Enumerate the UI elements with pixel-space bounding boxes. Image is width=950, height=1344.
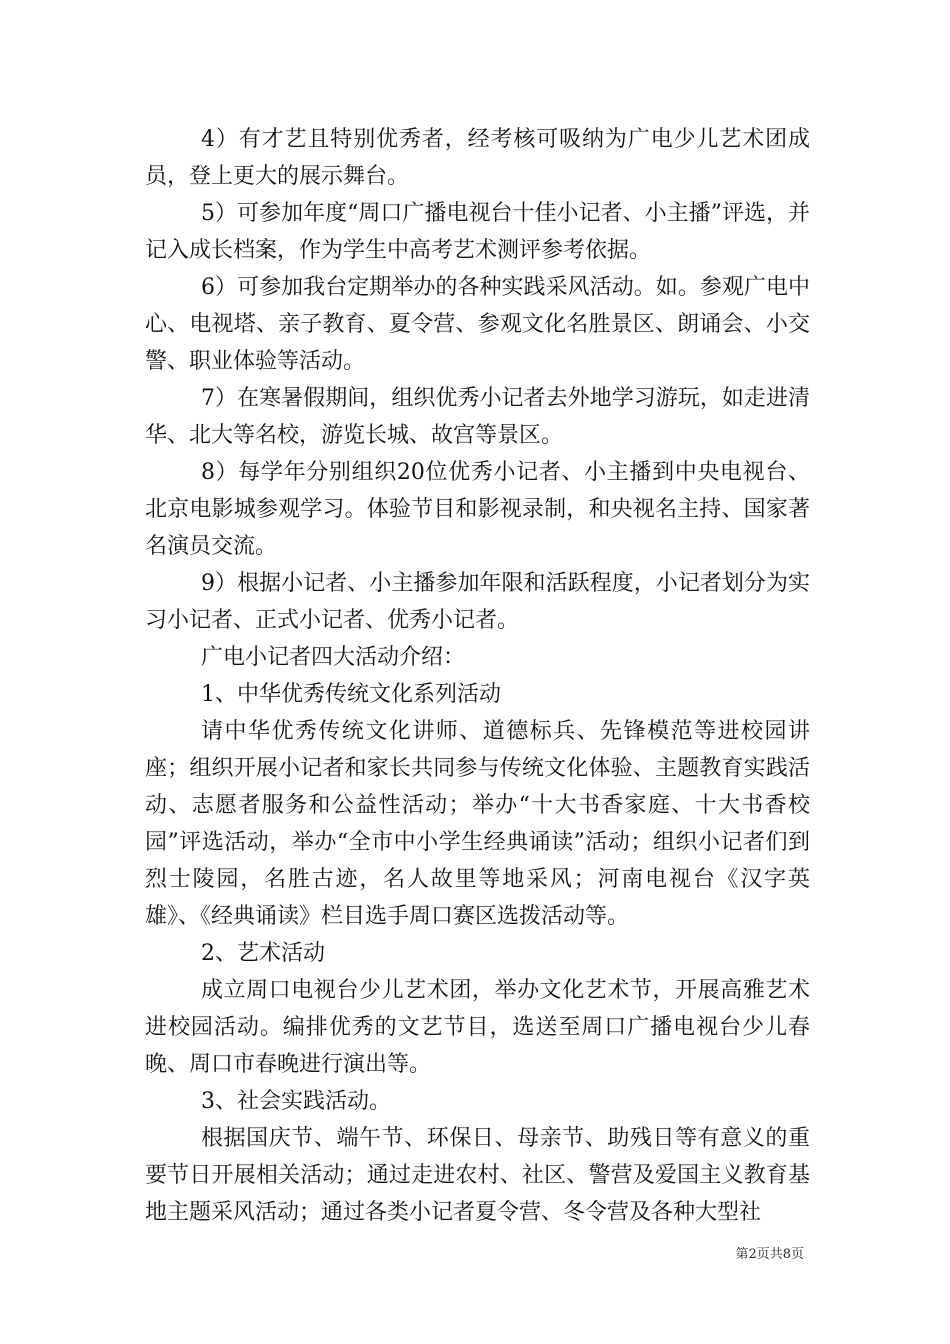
- page-number-footer: 第2页共8页: [735, 1247, 804, 1262]
- paragraph-item-4: 4）有才艺且特别优秀者，经考核可吸纳为广电少儿艺术团成员，登上更大的展示舞台。: [145, 127, 810, 189]
- paragraph-item-6: 6）可参加我台定期举办的各种实践采风活动。如。参观广电中心、电视塔、亲子教育、夏令营、参观文化名胜景区、朗诵会、小交警、职业体验等活动。: [145, 275, 810, 374]
- paragraph-culture-activities: 请中华优秀传统文化讲师、道德标兵、先锋模范等进校园讲座；组织开展小记者和家长共同参与传统文化体验、主题教育实践活动、志愿者服务和公益性活动；举办“十大书香家庭、十大书香校园”评选活动，举办“全市中小学生经典诵读”活动；组织小记者们到烈士陵园，名胜古迹，名人故里等地采风；河南电视台《汉字英雄》、《经典诵读》栏目选手周口赛区选拨活动等。: [145, 719, 810, 929]
- paragraph-item-5: 5）可参加年度“周口广播电视台十佳小记者、小主播”评选，并记入成长档案，作为学生中高考艺术测评参考依据。: [145, 201, 810, 263]
- paragraph-item-7: 7）在寒暑假期间，组织优秀小记者去外地学习游玩，如走进清华、北大等名校，游览长城、故宫等景区。: [145, 386, 810, 448]
- section-heading-art: 2、艺术活动: [201, 941, 325, 966]
- section-heading-culture: 1、中华优秀传统文化系列活动: [201, 682, 501, 707]
- section-heading-social-practice: 3、社会实践活动。: [201, 1089, 391, 1114]
- section-intro-heading: 广电小记者四大活动介绍：: [201, 645, 466, 670]
- paragraph-art-activities: 成立周口电视台少儿艺术团，举办文化艺术节，开展高雅艺术进校园活动。编排优秀的文艺节目，选送至周口广播电视台少儿春晚、周口市春晚进行演出等。: [145, 978, 810, 1077]
- document-body: [145, 121, 810, 1231]
- paragraph-item-8: 8）每学年分别组织20位优秀小记者、小主播到中央电视台、北京电影城参观学习。体验节目和影视录制，和央视名主持、国家著名演员交流。: [145, 460, 810, 559]
- paragraph-social-practice: 根据国庆节、端午节、环保日、母亲节、助残日等有意义的重要节日开展相关活动；通过走进农村、社区、警营及爱国主义教育基地主题采风活动；通过各类小记者夏令营、冬令营及各种大型社: [145, 1126, 810, 1225]
- paragraph-item-9: 9）根据小记者、小主播参加年限和活跃程度，小记者划分为实习小记者、正式小记者、优秀小记者。: [145, 571, 810, 633]
